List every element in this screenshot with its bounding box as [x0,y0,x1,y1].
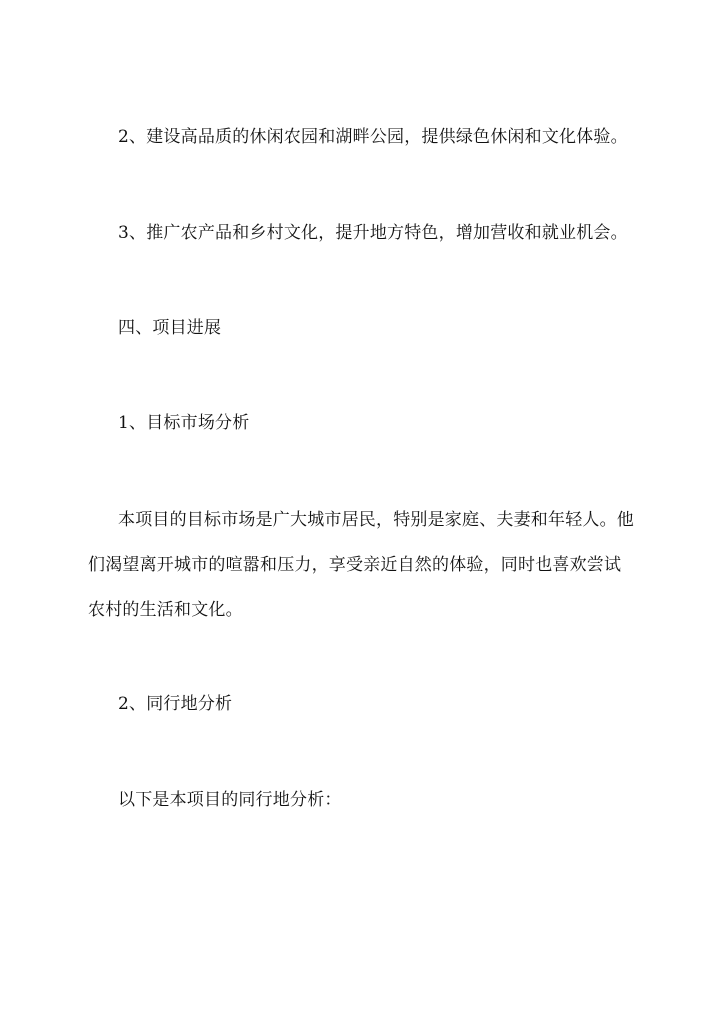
peer-analysis-intro: 以下是本项目的同行地分析： [118,790,342,810]
list-item-2: 2、建设高品质的休闲农园和湖畔公园，提供绿色休闲和文化体验。 [118,127,628,147]
target-market-paragraph: 本项目的目标市场是广大城市居民，特别是家庭、夫妻和年轻人。他们渴望离开城市的喧嚣和压力，享受亲近自然的体验，同时也喜欢尝试农村的生活和文化。 [88,510,634,620]
section-heading-project-progress: 四、项目进展 [118,318,222,338]
subsection-heading-target-market: 1、目标市场分析 [118,413,250,433]
subsection-heading-peer-analysis: 2、同行地分析 [118,694,233,714]
list-item-3: 3、推广农产品和乡村文化，提升地方特色，增加营收和就业机会。 [118,223,628,243]
